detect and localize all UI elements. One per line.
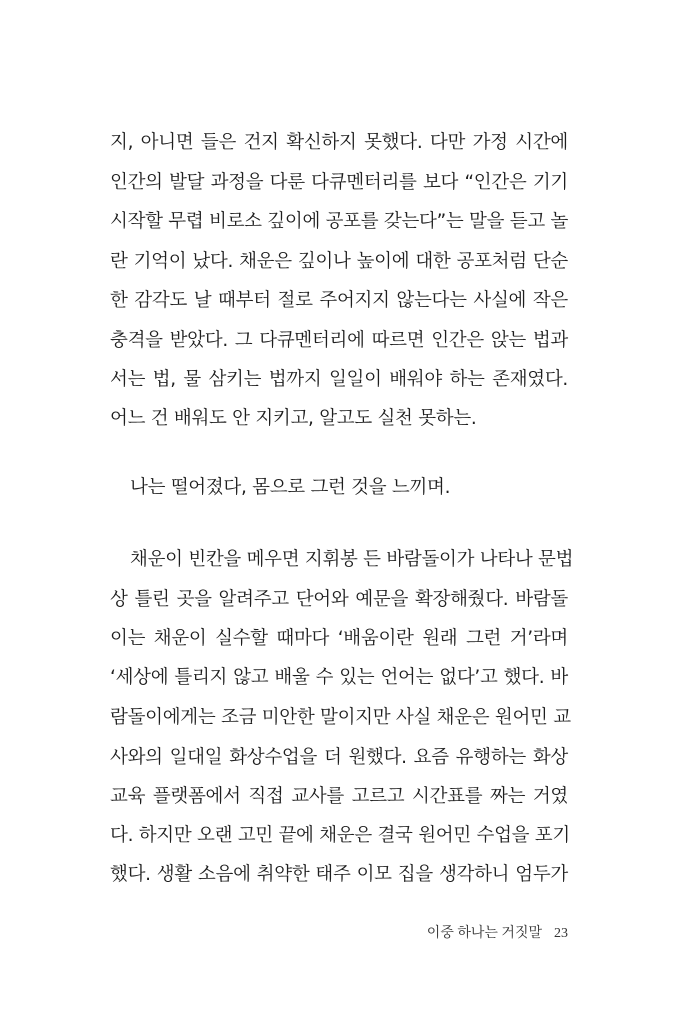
text-line: 상 틀린 곳을 알려주고 단어와 예문을 확장해줬다. 바람돌 — [110, 589, 568, 610]
text-line: 어느 건 배워도 안 지키고, 알고도 실천 못하는. — [110, 408, 477, 429]
text-line: 채운이 빈칸을 메우면 지휘봉 든 바람돌이가 나타나 문법 — [130, 549, 574, 570]
page-number: 23 — [554, 926, 568, 941]
text-line: 시작할 무렵 비로소 깊이에 공포를 갖는다”는 말을 듣고 놀 — [110, 211, 569, 232]
text-line: 서는 법, 물 삼키는 법까지 일일이 배워야 하는 존재였다. — [110, 369, 568, 390]
text-line: 교육 플랫폼에서 직접 교사를 고르고 시간표를 짜는 거였 — [110, 786, 568, 807]
text-line: 사와의 일대일 화상수업을 더 원했다. 요즘 유행하는 화상 — [110, 747, 568, 768]
text-line: 람돌이에게는 조금 미안한 말이지만 사실 채운은 원어민 교 — [110, 707, 571, 728]
text-line: 한 감각도 날 때부터 절로 주어지지 않는다는 사실에 작은 — [110, 290, 568, 311]
text-line: 나는 떨어졌다, 몸으로 그런 것을 느끼며. — [130, 477, 451, 498]
text-line: 란 기억이 났다. 채운은 깊이나 높이에 대한 공포처럼 단순 — [110, 251, 568, 272]
running-title: 이중 하나는 거짓말 — [426, 926, 542, 941]
text-line: 인간의 발달 과정을 다룬 다큐멘터리를 보다 “인간은 기기 — [110, 172, 568, 193]
text-line: 충격을 받았다. 그 다큐멘터리에 따르면 인간은 앉는 법과 — [110, 330, 568, 351]
page-footer — [427, 922, 568, 942]
text-line: 했다. 생활 소음에 취약한 태주 이모 집을 생각하니 엄두가 — [110, 864, 568, 885]
text-line: ‘세상에 틀리지 않고 배울 수 있는 언어는 없다’고 했다. 바 — [110, 667, 568, 688]
text-line: 지, 아니면 들은 건지 확신하지 못했다. 다만 가정 시간에 — [110, 132, 568, 153]
text-line: 다. 하지만 오랜 고민 끝에 채운은 결국 원어민 수업을 포기 — [110, 825, 570, 846]
text-line: 이는 채운이 실수할 때마다 ‘배움이란 원래 그런 거’라며 — [110, 628, 568, 649]
